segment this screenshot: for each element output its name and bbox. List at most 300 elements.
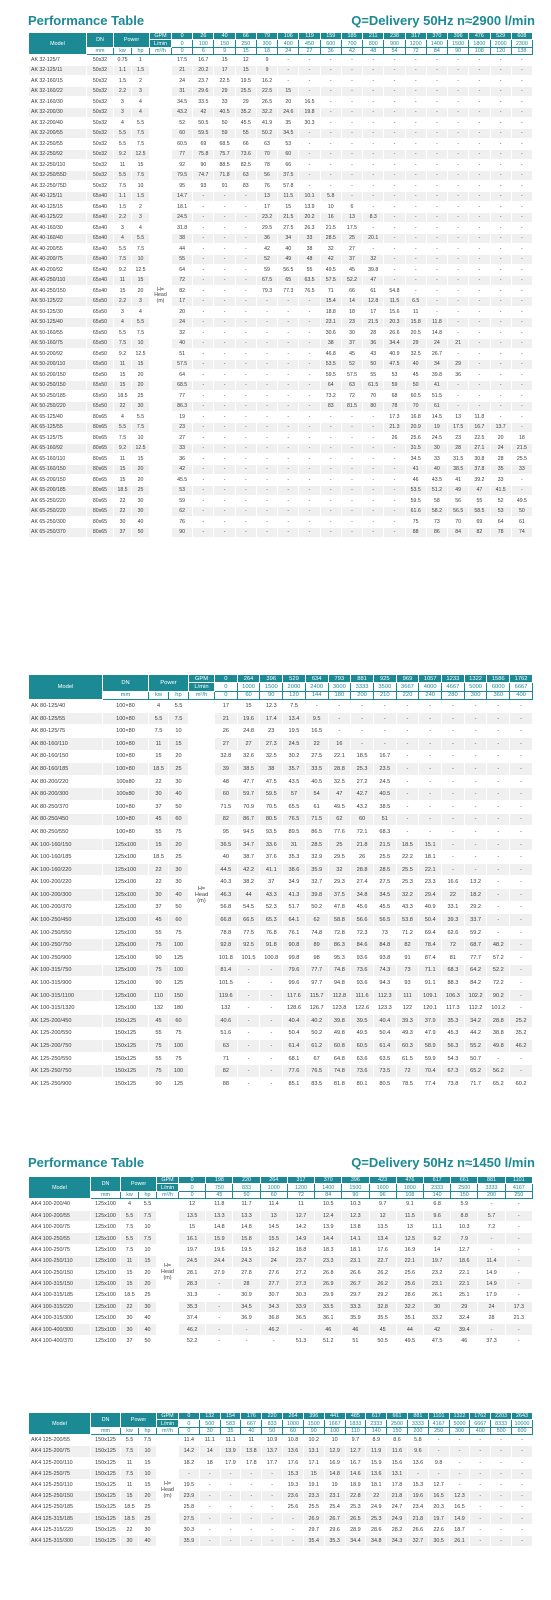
- head-value: -: [470, 1502, 491, 1513]
- head-value: 35.2: [510, 1027, 533, 1040]
- head-value: -: [448, 212, 469, 223]
- dn-value: 100×80: [103, 712, 149, 725]
- model-name: AK 100-250/900: [29, 952, 103, 965]
- head-value: 14.9: [478, 1267, 505, 1278]
- head-value: -: [256, 475, 277, 486]
- head-value: 30: [426, 443, 447, 454]
- head-value: 40: [426, 464, 447, 475]
- dn-value: 100×80: [103, 725, 149, 738]
- hp-value: 3: [132, 296, 150, 307]
- head-value: -: [448, 97, 469, 108]
- flow-gpm-7: 159: [320, 33, 341, 40]
- head-value: -: [214, 517, 235, 528]
- head-value: 69.4: [419, 926, 442, 939]
- head-value: -: [299, 454, 320, 465]
- head-value: 38.7: [237, 851, 260, 864]
- table-row: [29, 725, 533, 738]
- head-value: 76.5: [299, 286, 320, 297]
- hp-value: 100: [169, 1065, 189, 1078]
- kw-value: 5.5: [149, 712, 169, 725]
- head-value: 106.3: [442, 989, 465, 1002]
- head-value: -: [442, 700, 465, 713]
- head-value: -: [512, 1524, 533, 1535]
- head-value: 14: [199, 1446, 220, 1457]
- hp-value: 7.5: [132, 328, 150, 339]
- head-value: -: [384, 149, 405, 160]
- flow-m3h-7: 100: [324, 1427, 345, 1434]
- head-value: -: [487, 725, 510, 738]
- head-value: -: [448, 307, 469, 318]
- head-value: 37: [260, 876, 283, 889]
- head-value: 16.1: [179, 1233, 206, 1244]
- head-value: 112.3: [373, 989, 396, 1002]
- head-value: -: [448, 149, 469, 160]
- head-value: 40.9: [419, 901, 442, 914]
- head-value: 9.5: [305, 712, 328, 725]
- flow-gpm-1: 198: [206, 1177, 233, 1184]
- head-value: 31.5: [448, 454, 469, 465]
- head-value: 61: [511, 517, 532, 528]
- flow-lmin-3: 250: [235, 40, 256, 47]
- head-value: 60.3: [396, 1040, 419, 1053]
- hp-value: 10: [132, 181, 150, 192]
- dn-value: 125x100: [103, 952, 149, 965]
- head-value: -: [373, 737, 396, 750]
- flow-lmin-14: 6667: [470, 1420, 491, 1427]
- head-value: -: [193, 265, 214, 276]
- flow-lmin-12: 4167: [428, 1420, 449, 1427]
- head-value: 86.7: [237, 813, 260, 826]
- dn-value: 65x50: [87, 401, 114, 412]
- head-value: -: [405, 212, 426, 223]
- head-value: -: [305, 700, 328, 713]
- head-value: 70: [448, 517, 469, 528]
- head-value: 24.5: [283, 737, 306, 750]
- model-name: AK 80-200/220: [29, 775, 103, 788]
- head-value: 14.7: [172, 191, 193, 202]
- head-value: -: [363, 202, 384, 213]
- head-value: -: [193, 370, 214, 381]
- flow-m3h-3: 120: [283, 691, 306, 699]
- flow-lmin-5: 400: [278, 40, 299, 47]
- head-value: -: [256, 443, 277, 454]
- head-value: 101.8: [215, 952, 238, 965]
- flow-gpm-14: 476: [469, 33, 490, 40]
- head-value: -: [510, 889, 533, 902]
- dn-value: 65x50: [87, 307, 114, 318]
- head-value: -: [320, 86, 341, 97]
- kw-value: 22: [149, 876, 169, 889]
- table-row: [29, 401, 533, 412]
- head-value: -: [405, 233, 426, 244]
- head-value: 122: [396, 1002, 419, 1015]
- head-value: 13.8: [342, 1221, 369, 1232]
- head-value: -: [299, 338, 320, 349]
- head-value: -: [469, 296, 490, 307]
- head-value: 27.5: [278, 223, 299, 234]
- head-value: -: [470, 1446, 491, 1457]
- head-value: 92.8: [215, 939, 238, 952]
- head-value: 19.7: [423, 1256, 450, 1267]
- model-name: AK 100-250/750: [29, 939, 103, 952]
- head-value: 66: [235, 139, 256, 150]
- kw-value: 4: [149, 700, 169, 713]
- head-value: 11.7: [233, 1199, 260, 1210]
- head-value: -: [241, 1524, 262, 1535]
- head-value: -: [193, 422, 214, 433]
- flow-m3h-2: 9: [214, 47, 235, 54]
- head-value: -: [384, 244, 405, 255]
- head-value: -: [237, 1052, 260, 1065]
- head-value: 22.5: [256, 86, 277, 97]
- head-value: 77.5: [237, 926, 260, 939]
- head-value: 38: [260, 763, 283, 776]
- head-value: 11.8: [469, 412, 490, 423]
- head-value: 19.2: [260, 1244, 287, 1255]
- dn-value: 65x40: [87, 244, 114, 255]
- head-value: -: [491, 1524, 512, 1535]
- head-value: -: [299, 76, 320, 87]
- section3-title-bar: [0, 1152, 551, 1176]
- head-value: -: [193, 328, 214, 339]
- head-value: -: [396, 813, 419, 826]
- head-value: 34.5: [405, 454, 426, 465]
- head-value: 41.9: [256, 118, 277, 129]
- head-value: -: [405, 97, 426, 108]
- head-value: 11.5: [396, 1210, 423, 1221]
- table-row: [29, 307, 533, 318]
- hp-value: 30: [169, 775, 189, 788]
- head-value: -: [396, 700, 419, 713]
- flow-lmin-0: 0: [179, 1420, 200, 1427]
- head-value: -: [511, 328, 532, 339]
- head-value: -: [396, 737, 419, 750]
- dn-value: 125x100: [91, 1301, 121, 1312]
- head-value: -: [505, 1290, 532, 1301]
- head-value: -: [256, 317, 277, 328]
- head-value: -: [363, 443, 384, 454]
- kw-value: 7.5: [121, 1221, 139, 1232]
- flow-lmin-13: 6667: [510, 683, 533, 691]
- head-value: 49.5: [511, 496, 532, 507]
- head-value: -: [490, 296, 511, 307]
- head-value: 15.9: [206, 1233, 233, 1244]
- dn-value: 125x100: [91, 1256, 121, 1267]
- flow-m3h-3: 60: [260, 1191, 287, 1198]
- head-value: 59.5: [260, 788, 283, 801]
- model-name: AK4 125-200/110: [29, 1457, 91, 1468]
- head-value: 47.7: [237, 775, 260, 788]
- table-row: [29, 1221, 533, 1232]
- head-value: 45.5: [373, 901, 396, 914]
- head-value: -: [396, 788, 419, 801]
- head-label: H= Head (m): [157, 1199, 179, 1347]
- head-value: 39: [215, 763, 238, 776]
- kw-value: 30: [121, 1313, 139, 1324]
- head-value: 60: [351, 813, 374, 826]
- head-value: 30.3: [299, 118, 320, 129]
- dn-value: 65x40: [87, 286, 114, 297]
- head-value: 65.2: [487, 1077, 510, 1090]
- head-value: 78: [490, 527, 511, 538]
- head-value: -: [235, 349, 256, 360]
- head-value: 33.6: [260, 838, 283, 851]
- head-value: 23.1: [423, 1278, 450, 1289]
- flow-m3h-4: 18: [256, 47, 277, 54]
- head-value: -: [235, 223, 256, 234]
- head-value: -: [235, 265, 256, 276]
- head-value: 25.3: [351, 763, 374, 776]
- head-value: 27.9: [206, 1267, 233, 1278]
- head-value: -: [510, 826, 533, 839]
- model-name: AK4 125-315/300: [29, 1535, 91, 1546]
- head-value: -: [214, 244, 235, 255]
- head-value: 85.1: [283, 1077, 306, 1090]
- head-value: -: [478, 1199, 505, 1210]
- header-m3h: m³/h: [157, 1191, 179, 1198]
- flow-lmin-10: 900: [384, 40, 405, 47]
- head-value: -: [464, 826, 487, 839]
- table-row: [29, 527, 533, 538]
- head-value: -: [256, 401, 277, 412]
- kw-value: 22: [114, 506, 132, 517]
- head-value: 44: [396, 1324, 423, 1335]
- head-value: 28.5: [305, 838, 328, 851]
- head-value: 28.5: [320, 233, 341, 244]
- hp-value: 7.5: [132, 170, 150, 181]
- head-value: -: [510, 901, 533, 914]
- head-value: 82: [215, 1065, 238, 1078]
- head-value: 49.5: [328, 800, 351, 813]
- table-row: [29, 433, 533, 444]
- flow-gpm-12: 1586: [487, 675, 510, 683]
- model-name: AK 80-125/55: [29, 712, 103, 725]
- head-value: -: [278, 517, 299, 528]
- performance-table-1450-b: [28, 1412, 533, 1547]
- head-value: -: [405, 128, 426, 139]
- head-value: -: [214, 454, 235, 465]
- kw-value: 7.5: [114, 433, 132, 444]
- head-value: 25.1: [451, 1290, 478, 1301]
- head-value: 14.9: [478, 1278, 505, 1289]
- head-value: 99.6: [283, 977, 306, 990]
- kw-value: 37: [121, 1335, 139, 1346]
- head-value: 34.9: [283, 876, 306, 889]
- head-value: -: [426, 244, 447, 255]
- flow-lmin-12: 4167: [505, 1184, 532, 1191]
- head-value: 26.2: [369, 1278, 396, 1289]
- head-value: 29: [405, 338, 426, 349]
- head-value: 42.7: [351, 788, 374, 801]
- head-value: 82: [215, 813, 238, 826]
- head-value: -: [193, 454, 214, 465]
- head-value: -: [448, 296, 469, 307]
- model-name: AK 40-200/92: [29, 265, 87, 276]
- head-value: -: [214, 359, 235, 370]
- head-value: 21: [215, 712, 238, 725]
- head-value: 40.3: [215, 876, 238, 889]
- head-value: -: [262, 1468, 283, 1479]
- flow-lmin-15: 8333: [491, 1420, 512, 1427]
- table-row: [29, 914, 533, 927]
- head-value: -: [442, 838, 465, 851]
- head-value: 13.6: [407, 1457, 428, 1468]
- head-value: -: [426, 139, 447, 150]
- head-value: 132: [215, 1002, 238, 1015]
- flow-lmin-6: 3333: [351, 683, 374, 691]
- table-row: [29, 1199, 533, 1210]
- head-value: 73.8: [442, 1077, 465, 1090]
- flow-gpm-7: 441: [324, 1413, 345, 1420]
- head-value: 54: [305, 788, 328, 801]
- dn-value: 100×80: [103, 763, 149, 776]
- head-value: 31.8: [172, 223, 193, 234]
- head-value: 29.2: [369, 1290, 396, 1301]
- model-name: AK4 125-250/75: [29, 1468, 91, 1479]
- header-kw: kw: [121, 1427, 139, 1434]
- head-value: -: [341, 443, 362, 454]
- kw-value: 75: [149, 964, 169, 977]
- hp-value: 75: [169, 926, 189, 939]
- head-value: 13.6: [366, 1468, 387, 1479]
- head-value: -: [341, 76, 362, 87]
- head-value: 88.3: [442, 977, 465, 990]
- head-value: 13.7: [262, 1446, 283, 1457]
- flow-m3h-6: 90: [342, 1191, 369, 1198]
- head-value: -: [491, 1535, 512, 1546]
- head-value: 88.5: [214, 160, 235, 171]
- head-value: -: [448, 191, 469, 202]
- head-value: -: [448, 223, 469, 234]
- head-value: -: [511, 485, 532, 496]
- head-value: -: [320, 107, 341, 118]
- head-value: 35.3: [442, 1015, 465, 1028]
- head-value: 15: [179, 1221, 206, 1232]
- head-value: 34.2: [464, 1015, 487, 1028]
- head-value: 16.7: [193, 55, 214, 66]
- head-value: 17.9: [478, 1290, 505, 1301]
- head-value: -: [256, 391, 277, 402]
- head-value: 59.2: [464, 926, 487, 939]
- head-value: 25.6: [396, 1278, 423, 1289]
- head-value: -: [320, 485, 341, 496]
- head-value: -: [511, 181, 532, 192]
- flow-gpm-14: 1762: [470, 1413, 491, 1420]
- head-value: -: [299, 401, 320, 412]
- hp-value: 7.5: [132, 139, 150, 150]
- head-value: -: [490, 317, 511, 328]
- head-value: 26.9: [303, 1513, 324, 1524]
- header-hp: hp: [169, 691, 189, 699]
- head-value: -: [363, 128, 384, 139]
- table-row: [29, 1065, 533, 1078]
- head-value: -: [464, 712, 487, 725]
- head-value: 33.3: [342, 1301, 369, 1312]
- head-value: -: [320, 76, 341, 87]
- table-row: [29, 464, 533, 475]
- section1-title: Performance Table: [28, 13, 145, 28]
- head-value: -: [299, 485, 320, 496]
- model-name: AK4 100-250/110: [29, 1256, 91, 1267]
- head-value: -: [511, 202, 532, 213]
- head-value: 48: [299, 254, 320, 265]
- head-value: 24: [490, 443, 511, 454]
- kw-value: 90: [149, 952, 169, 965]
- head-value: 15.6: [384, 307, 405, 318]
- flow-lmin-0: 0: [215, 683, 238, 691]
- head-value: 93: [396, 977, 419, 990]
- head-value: -: [341, 422, 362, 433]
- flow-gpm-8: 185: [341, 33, 362, 40]
- kw-value: 3: [114, 307, 132, 318]
- kw-value: 37: [114, 527, 132, 538]
- head-value: -: [206, 1313, 233, 1324]
- hp-value: 2: [132, 76, 150, 87]
- head-value: 10: [320, 202, 341, 213]
- head-value: 23.1: [320, 317, 341, 328]
- head-value: -: [278, 443, 299, 454]
- head-value: -: [214, 275, 235, 286]
- head-value: 78.4: [419, 939, 442, 952]
- kw-value: 7.5: [121, 1446, 139, 1457]
- head-value: 53: [384, 370, 405, 381]
- head-value: -: [260, 1015, 283, 1028]
- model-name: AK 100-160/150: [29, 838, 103, 851]
- head-value: 14.8: [206, 1221, 233, 1232]
- head-value: -: [299, 506, 320, 517]
- flow-gpm-12: 370: [426, 33, 447, 40]
- head-value: 33: [511, 464, 532, 475]
- head-value: -: [405, 86, 426, 97]
- head-value: 49: [448, 485, 469, 496]
- head-value: 15.8: [405, 317, 426, 328]
- head-value: 52: [490, 496, 511, 507]
- head-value: 56.5: [373, 914, 396, 927]
- head-value: 16: [320, 212, 341, 223]
- header-m3h: m³/h: [150, 47, 172, 54]
- head-value: 49.5: [396, 1335, 423, 1346]
- head-value: 86.3: [328, 939, 351, 952]
- head-value: 21.8: [407, 1513, 428, 1524]
- head-value: 16.5: [299, 97, 320, 108]
- head-value: 22.5: [214, 76, 235, 87]
- kw-value: 15: [149, 838, 169, 851]
- dn-value: 80x65: [87, 422, 114, 433]
- table-row: [29, 800, 533, 813]
- head-value: -: [428, 1435, 449, 1446]
- head-value: -: [470, 1513, 491, 1524]
- head-value: 17.9: [220, 1457, 241, 1468]
- head-value: 35.9: [342, 1313, 369, 1324]
- head-value: -: [491, 1468, 512, 1479]
- head-value: 53.5: [405, 485, 426, 496]
- head-value: 18: [511, 433, 532, 444]
- head-value: -: [235, 307, 256, 318]
- head-value: -: [320, 454, 341, 465]
- model-name: AK4 125-200/75: [29, 1446, 91, 1457]
- head-value: 42: [423, 1324, 450, 1335]
- model-name: AK 125-200/450: [29, 1015, 103, 1028]
- head-value: -: [448, 286, 469, 297]
- head-value: 61.4: [283, 1040, 306, 1053]
- head-value: 23.3: [315, 1256, 342, 1267]
- table-row: [29, 412, 533, 423]
- head-value: -: [256, 527, 277, 538]
- head-value: 22.5: [469, 433, 490, 444]
- head-value: -: [320, 412, 341, 423]
- head-value: 62: [328, 813, 351, 826]
- head-value: -: [299, 307, 320, 318]
